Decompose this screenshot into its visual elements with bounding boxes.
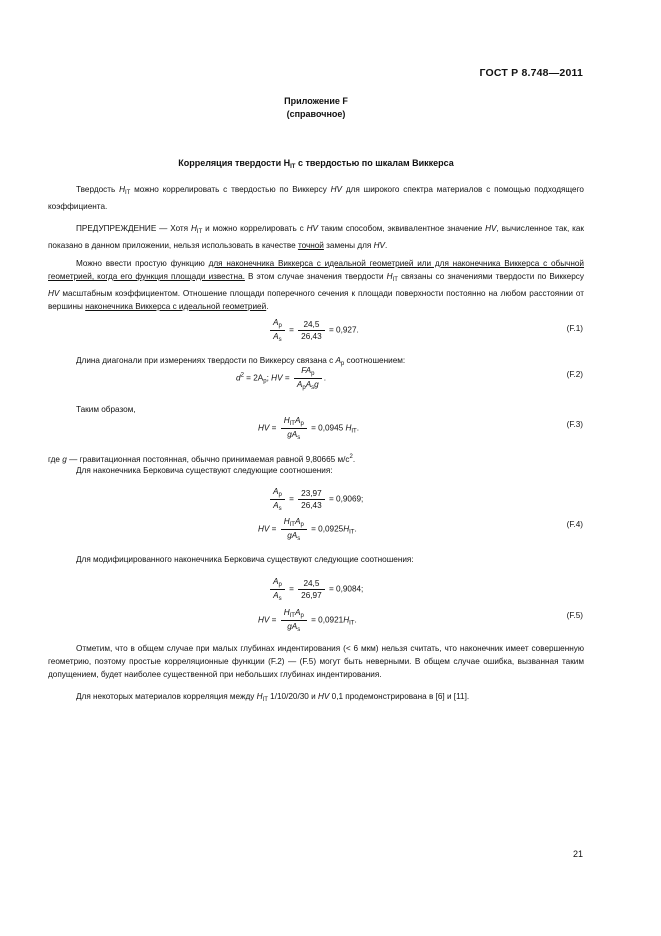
equation-number-f3: (F.3) xyxy=(566,420,583,429)
equation-number-f2: (F.2) xyxy=(566,370,583,379)
equation-number-f5: (F.5) xyxy=(566,611,583,620)
equation-f5-ratio: $\frac{A_p}{A_s}$ = $\frac{24,5}{26,97}$ = 0,9084; xyxy=(268,577,363,602)
equation-f3: HV = $\frac{H_{IT}A_p}{gA_s}$ = 0,0945 $H_{IT}$. xyxy=(258,416,359,441)
equation-number-f4: (F.4) xyxy=(566,520,583,529)
equation-f4-ratio: $\frac{A_p}{A_s}$ = $\frac{23,97}{26,43}$ = 0,9069; xyxy=(268,487,363,512)
paragraph-gravity: где g — гравитационная постоянная, обычно принимаемая равной 9,80665 $м/с^2$. xyxy=(48,454,356,464)
section-title: Корреляция твердости $H_{IT}$ с твердостью по шкалам Виккерса xyxy=(178,158,454,170)
equation-f1: $\frac{A_p}{A_s}$ = $\frac{24,5}{26,43}$ = 0,927. xyxy=(268,318,359,343)
annex-subtitle: (справочное) xyxy=(286,109,346,119)
equation-number-f1: (F.1) xyxy=(566,324,583,333)
standard-designation: ГОСТ Р 8.748—2011 xyxy=(479,67,583,79)
paragraph-modified-berkovich: Для модифицированного наконечника Берковича существуют следующие соотношения: xyxy=(76,555,414,564)
equation-f4-hv: HV = $\frac{H_{IT}A_p}{gA_s}$ = $0,0925H_{IT}$. xyxy=(258,517,357,542)
paragraph-warning: ПРЕДУПРЕЖДЕНИЕ — Хотя $H_{IT}$ и можно коррелировать с HV таким способом, эквивалентное значение HV, вычисленное так, как показано в данном приложении, нельзя использовать в качестве точной замены для HV. xyxy=(48,224,585,250)
equation-f5-hv: HV = $\frac{H_{IT}A_p}{gA_s}$ = $0,0921H_{IT}$. xyxy=(258,608,357,633)
equation-f2: $d^2 = 2A_p$; HV = $\frac{FA_p}{A_pA_sg}$ . xyxy=(236,366,327,391)
paragraph-berkovich: Для наконечника Берковича существуют следующие соотношения: xyxy=(76,466,333,475)
paragraph-references: Для некоторых материалов корреляция между $H_{IT}$ 1/10/20/30 и HV 0,1 продемонстрирована в [6] и [11]. xyxy=(76,692,470,703)
annex-title: Приложение F xyxy=(284,96,348,106)
paragraph-diagonal: Длина диагонали при измерениях твердости по Виккерсу связана с $A_p$ соотношением: xyxy=(76,356,406,367)
paragraph-intro: Твердость $H_{IT}$ можно коррелировать с твердостью по Виккерсу HV для широкого спектра материалов с помощью подходящего коэффициента. xyxy=(48,185,584,211)
paragraph-simple-function: Можно ввести простую функцию для наконечника Виккерса с идеальной геометрией или для наконечника Виккерса с обычной геометрией, когда его функция площади известна. В этом случае значения твердости $H_{IT}$ связаны со значениями твердости по Виккерсу HV масштабным коэффициентом. Отношение площади поперечного сечения к площади поверхности постоянно на любом расстоянии от вершины наконечника Виккерса с идеальной геометрией. xyxy=(48,259,584,311)
paragraph-note-depth: Отметим, что в общем случае при малых глубинах индентирования (< 6 мкм) нельзя считать, что наконечник имеет совершенную геометрию, поэтому простые корреляционные функции (F.2) — (F.5) могут быть неверными. В общем случае ошибка, вызванная таким допущением, будет наиболее существенной при небольших глубинах индентирования. xyxy=(48,644,584,679)
paragraph-thus: Таким образом, xyxy=(76,405,136,414)
page-number: 21 xyxy=(572,849,583,859)
